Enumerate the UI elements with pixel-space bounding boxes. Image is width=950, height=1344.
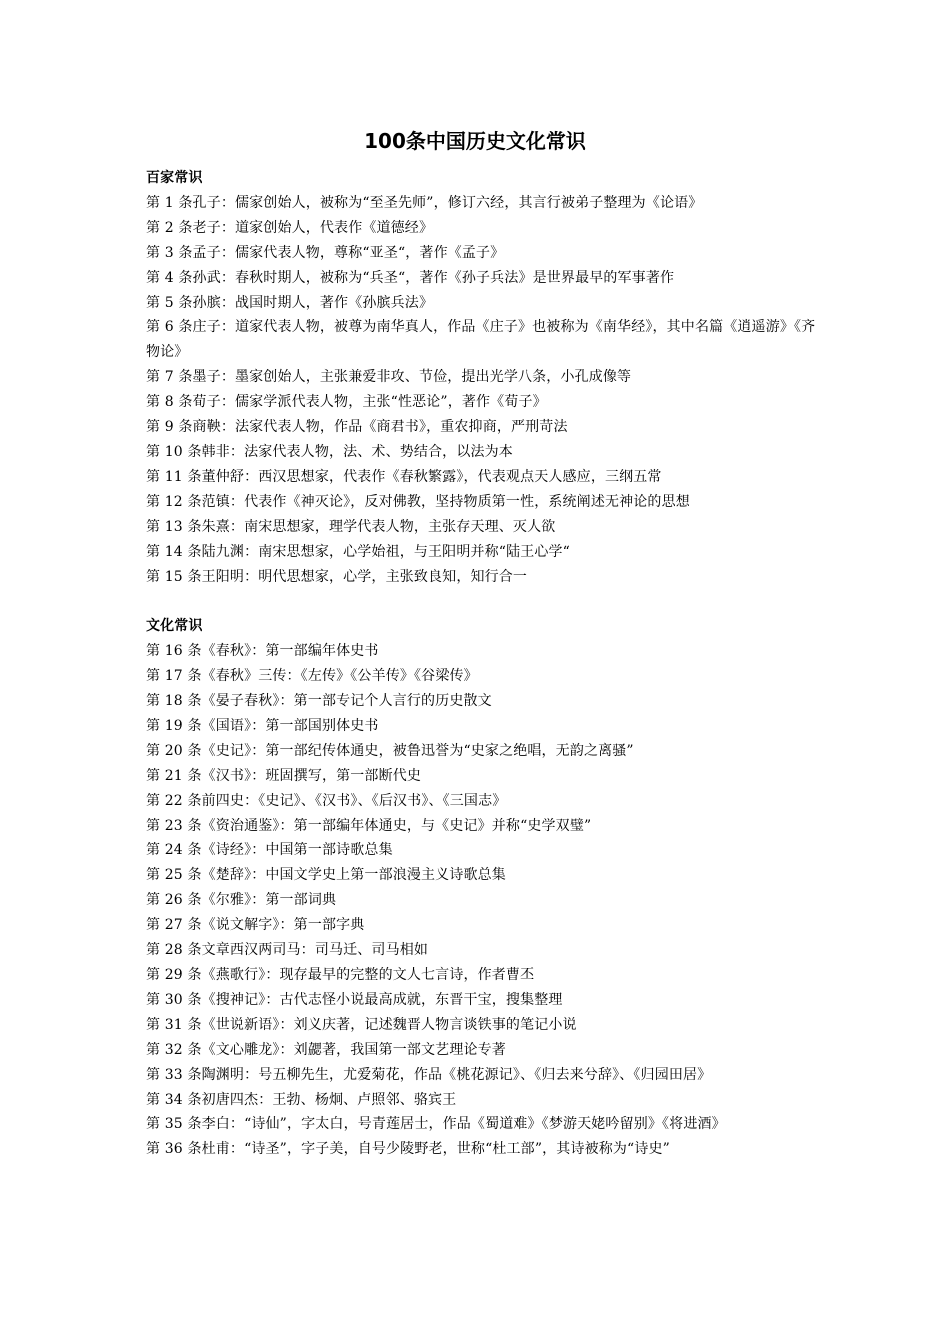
- document-body: [146, 166, 816, 1162]
- list-item: 第 19 条《国语》：第一部国别体史书: [146, 717, 379, 734]
- list-item: 第 13 条朱熹：南宋思想家，理学代表人物，主张存天理、灭人欲: [146, 518, 556, 535]
- list-item: 第 24 条《诗经》：中国第一部诗歌总集: [146, 842, 393, 859]
- list-item: 第 32 条《文心雕龙》：刘勰著，我国第一部文艺理论专著: [146, 1041, 506, 1058]
- section-baijia: [146, 166, 816, 589]
- list-item: 第 34 条初唐四杰：王勃、杨炯、卢照邻、骆宾王: [146, 1091, 457, 1108]
- list-item: 第 26 条《尔雅》：第一部词典: [146, 892, 337, 909]
- list-item: 第 36 条杜甫：“诗圣”，字子美，自号少陵野老，世称“杜工部”，其诗被称为“诗史”: [146, 1141, 670, 1158]
- list-item: 第 27 条《说文解字》：第一部字典: [146, 917, 365, 934]
- section-wenhua: [146, 614, 816, 1162]
- list-item: 第 10 条韩非：法家代表人物，法、术、势结合，以法为本: [146, 443, 513, 460]
- list-item: 第 22 条前四史：《史记》、《汉书》、《后汉书》、《三国志》: [146, 792, 507, 809]
- section-spacer: [146, 589, 816, 614]
- list-item: 第 18 条《晏子春秋》：第一部专记个人言行的历史散文: [146, 693, 492, 710]
- list-item: 第 35 条李白：“诗仙”，字太白，号青莲居士，作品《蜀道难》《梦游天姥吟留别》《将进酒》: [146, 1116, 726, 1133]
- list-item: 第 30 条《搜神记》：古代志怪小说最高成就，东晋干宝，搜集整理: [146, 991, 563, 1008]
- list-item: 第 9 条商鞅：法家代表人物，作品《商君书》，重农抑商，严刑苛法: [146, 419, 568, 436]
- list-item: 第 17 条《春秋》三传：《左传》《公羊传》《谷梁传》: [146, 668, 478, 685]
- list-item: 第 4 条孙武：春秋时期人，被称为“兵圣“，著作《孙子兵法》是世界最早的军事著作: [146, 269, 675, 286]
- page-title: 100条中国历史文化常识: [364, 129, 586, 153]
- list-item: 第 11 条董仲舒：西汉思想家，代表作《春秋繁露》，代表观点天人感应，三纲五常: [146, 468, 662, 485]
- list-item: 第 3 条孟子：儒家代表人物，尊称“亚圣“，著作《孟子》: [146, 244, 505, 261]
- list-item: 第 1 条孔子：儒家创始人，被称为“至圣先师”，修订六经，其言行被弟子整理为《论语》: [146, 194, 703, 211]
- list-item: 第 2 条老子：道家创始人，代表作《道德经》: [146, 219, 434, 236]
- list-item: 第 14 条陆九渊：南宋思想家，心学始祖，与王阳明并称“陆王心学“: [146, 543, 570, 560]
- list-item: 第 25 条《楚辞》：中国文学史上第一部浪漫主义诗歌总集: [146, 867, 506, 884]
- list-item: 第 28 条文章西汉两司马：司马迁、司马相如: [146, 942, 429, 959]
- list-item: 第 12 条范镇：代表作《神灭论》，反对佛教，坚持物质第一性，系统阐述无神论的思想: [146, 493, 690, 510]
- list-item: 第 23 条《资治通鉴》：第一部编年体通史，与《史记》并称“史学双璧”: [146, 817, 592, 834]
- list-item: 第 29 条《燕歌行》：现存最早的完整的文人七言诗，作者曹丕: [146, 966, 535, 983]
- list-item: 第 7 条墨子：墨家创始人，主张兼爱非攻、节俭，提出光学八条，小孔成像等: [146, 369, 632, 386]
- list-item: 第 31 条《世说新语》：刘义庆著，记述魏晋人物言谈铁事的笔记小说: [146, 1016, 577, 1033]
- list-item: 第 8 条荀子：儒家学派代表人物，主张“性恶论”，著作《荀子》: [146, 394, 547, 411]
- list-item: 第 6 条庄子：道家代表人物，被尊为南华真人，作品《庄子》也被称为《南华经》，其中名篇《逍遥游》《齐物论》: [146, 319, 816, 361]
- list-item: 第 5 条孙膑：战国时期人，著作《孙膑兵法》: [146, 294, 434, 311]
- list-item: 第 20 条《史记》：第一部纪传体通史，被鲁迅誉为“史家之绝唱，无韵之离骚”: [146, 742, 634, 759]
- list-item: 第 16 条《春秋》：第一部编年体史书: [146, 643, 379, 660]
- list-item: 第 21 条《汉书》：班固撰写，第一部断代史: [146, 767, 422, 784]
- section-heading: 百家常识: [146, 170, 203, 186]
- list-item: 第 15 条王阳明：明代思想家，心学，主张致良知，知行合一: [146, 568, 528, 585]
- list-item: 第 33 条陶渊明：号五柳先生，尤爱菊花，作品《桃花源记》、《归去来兮辞》、《归园田居》: [146, 1066, 712, 1083]
- section-heading: 文化常识: [146, 618, 203, 635]
